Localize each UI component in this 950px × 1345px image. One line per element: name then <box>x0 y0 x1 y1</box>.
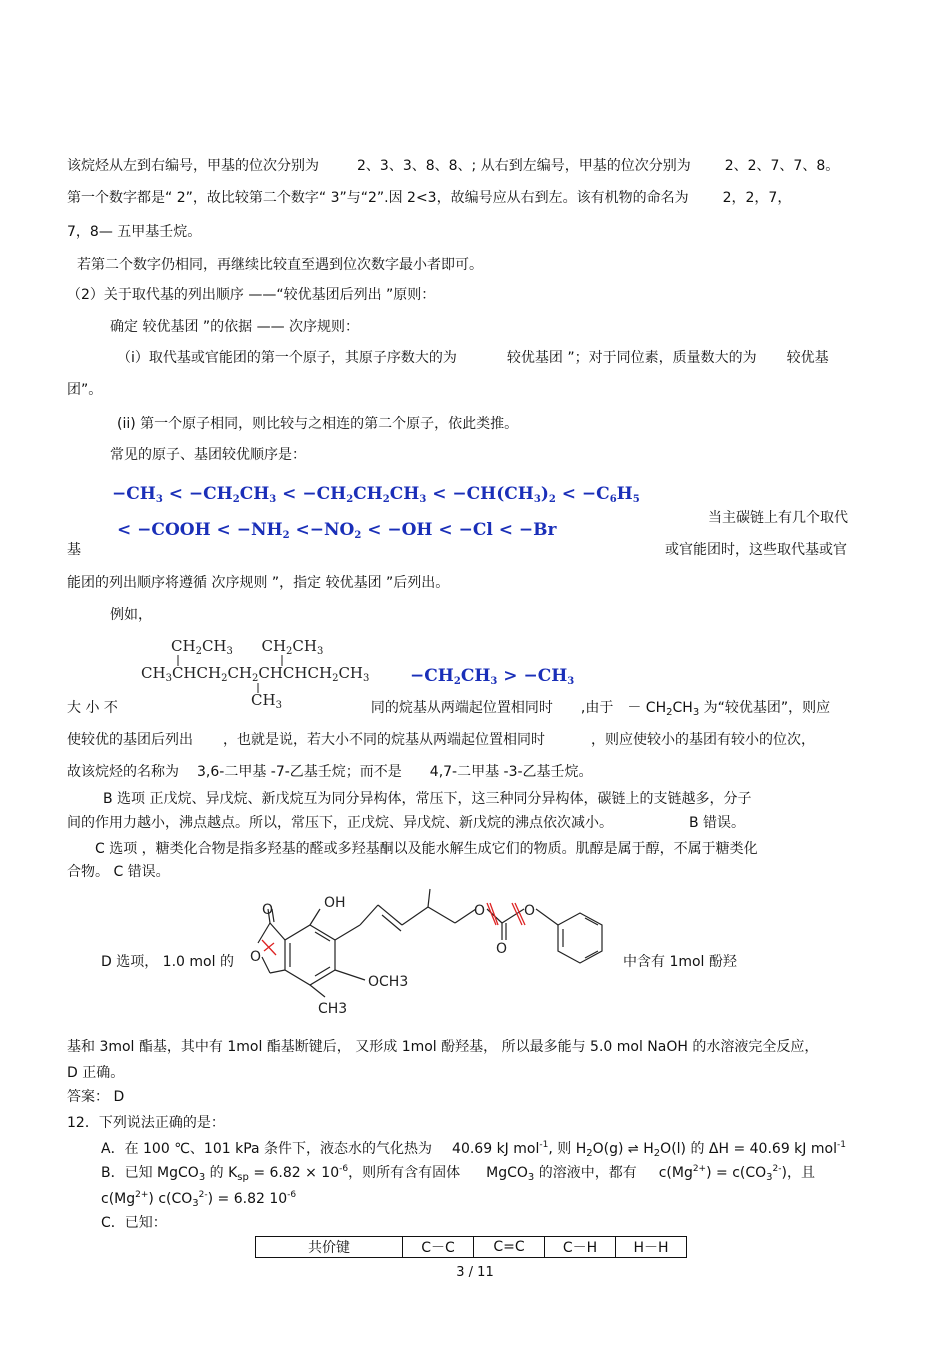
text-line: D 选项， 1.0 mol 的 <box>101 954 234 970</box>
text-line: 基和 3mol 酯基，其中有 1mol 酯基断键后， 又形成 1mol 酚羟基， 所以最多能与 5.0 mol NaOH 的水溶液完全反应， <box>67 1039 819 1055</box>
text-line: （2）关于取代基的列出顺序 ——“较优基团后列出 ”原则： <box>67 287 436 303</box>
table-header-cell: C－C <box>403 1237 474 1258</box>
molecule-structure <box>240 885 620 1025</box>
label-oh: OH <box>324 895 346 911</box>
table-header-cell: C=C <box>474 1237 545 1258</box>
text-line: 或官能团时，这些取代基或官 <box>665 542 847 558</box>
option-c: C．已知： <box>101 1215 167 1231</box>
text-line: 当主碳链上有几个取代 <box>708 510 848 526</box>
text-line: 常见的原子、基团较优顺序是： <box>110 447 306 463</box>
table-header-cell: 共价键 <box>256 1237 403 1258</box>
label-och3: OCH3 <box>368 974 409 990</box>
table-row <box>256 1237 687 1258</box>
text-line: 能团的列出顺序将遵循 次序规则 ”，指定 较优基团 ”后列出。 <box>67 575 450 591</box>
table-header-cell: H－H <box>616 1237 687 1258</box>
text-line: 中含有 1mol 酚羟 <box>623 954 737 970</box>
option-b-cont: $c(Mg^{2+}) c(CO_3^{2-}) = 6.82$ $10^{-6}$ <box>101 1190 297 1209</box>
label-o: O <box>250 949 262 965</box>
text-line: （i）取代基或官能团的第一个原子，其原子序数大的为 较优基团 ”；对于同位素，质量数大的为 较优基 <box>117 350 829 366</box>
text-line: 7，8— 五甲基壬烷。 <box>67 224 202 240</box>
text-line: 间的作用力越小，沸点越点。所以，常压下，正戊烷、异戊烷、新戊烷的沸点依次减小。 B 错误。 <box>67 815 746 831</box>
text-line: 基 <box>67 542 81 558</box>
text-line: 使较优的基团后列出 ，也就是说，若大小不同的烷基从两端起位置相同时 ，则应使较小的基团有较小的位次， <box>67 732 815 748</box>
table-header-cell: C－H <box>545 1237 616 1258</box>
text-line: B 选项 正戊烷、异戊烷、新戊烷互为同分异构体，常压下，这三种同分异构体，碳链上的支链越多，分子 <box>103 791 752 807</box>
text-line: (ii) 第一个原子相同，则比较与之相连的第二个原子，依此类推。 <box>117 416 519 432</box>
bond-table <box>255 1236 687 1258</box>
text-line: 第一个数字都是“ 2”，故比较第二个数字“ 3”与“2”.因 2<3，故编号应从右到左。该有机物的命名为 2，2，7， <box>67 190 792 206</box>
text-line: 例如， <box>110 607 152 623</box>
priority-order-row-1: $-CH_3 < -CH_2CH_3 < -CH_2CH_2CH_3 < -CH(CH_3)_2 < -C_6H_5$ <box>112 484 640 505</box>
label-o: O <box>496 941 508 957</box>
text-line: 合物。 C 错误。 <box>67 864 170 880</box>
ethyl-vs-methyl: $-CH_2CH_3 > -CH_3$ <box>410 666 575 687</box>
option-a: A．在 100 ℃、101 kPa 条件下，液态水的气化热为 40.69 kJ mol$^{-1}$, 则 $H_2O(g)$ ⇌ $H_2O(l)$ 的 ΔH = 40.69 kJ mol$^{-1}$ <box>101 1140 846 1159</box>
page-number: 3 / 11 <box>456 1265 494 1280</box>
question-title: 12．下列说法正确的是： <box>67 1115 225 1131</box>
label-o: O <box>262 902 274 918</box>
label-o: O <box>524 903 536 919</box>
text-line: 大 小 不 同的烷基从两端起位置相同时 ,由于 － $CH_2CH_3$ 为“较优基团”，则应 <box>67 700 831 718</box>
text-line: 团”。 <box>67 382 103 398</box>
text-line: 若第二个数字仍相同，再继续比较直至遇到位次数字最小者即可。 <box>77 257 483 273</box>
text-line: 确定 较优基团 ”的依据 —— 次序规则： <box>110 319 360 335</box>
label-o: O <box>474 903 486 919</box>
label-ch3: CH3 <box>318 1001 348 1017</box>
text-line: 故该烷烃的名称为 3,6-二甲基 -7-乙基壬烷；而不是 4,7-二甲基 -3-乙基壬烷。 <box>67 764 593 780</box>
answer-line: 答案： D <box>67 1089 125 1105</box>
priority-order-row-2: < −COOH < $-NH_2 <-NO_2 < -OH < -Cl < -Br$ <box>117 520 557 541</box>
option-b: B．已知 MgCO$_3$ 的 $K_{sp} = 6.82 \times 10^{-6}$，则所有含有固体 MgCO$_3$ 的溶液中，都有 $c(Mg^{2+}) = c(CO_3^{2-})$，且 <box>101 1164 815 1183</box>
text-line: 该烷烃从左到右编号，甲基的位次分别为 2、3、3、8、8、; 从右到左编号，甲基的位次分别为 2、2、7、7、8。 <box>67 158 840 174</box>
text-line: D 正确。 <box>67 1065 125 1081</box>
text-line: C 选项 ，糖类化合物是指多羟基的醛或多羟基酮以及能水解生成它们的物质。肌醇是属于醇，不属于糖类化 <box>95 841 758 857</box>
